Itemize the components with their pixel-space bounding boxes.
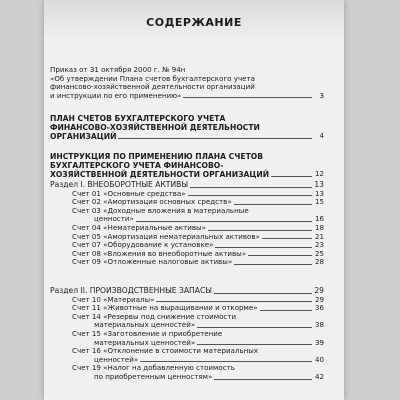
toc-item-text: Счет 08 «Вложения во внеоборотные активы» [72,248,247,258]
leader-line [136,221,312,222]
toc-item-text-cont: по приобретенным ценностям» [94,371,213,381]
toc-item-text: Счет 15 «Заготовление и приобретение [72,328,223,338]
instruction-line-1: ИНСТРУКЦИЯ ПО ПРИМЕНЕНИЮ ПЛАНА СЧЕТОВ [50,152,264,161]
plan-line-1: ПЛАН СЧЕТОВ БУХГАЛТЕРСКОГО УЧЕТА [50,114,226,123]
page-title: СОДЕРЖАНИЕ [146,16,242,29]
page-number: 40 [314,354,324,364]
toc-item-text: Счет 19 «Налог на добавленную стоимость [72,363,235,373]
page-number: 42 [314,371,324,381]
toc-item-text-cont: ценности» [94,214,134,224]
toc-item-text-cont: материальных ценностей» [94,320,196,330]
page-number: 16 [314,214,324,224]
toc-item-text: Счет 14 «Резервы под снижение стоимости [72,311,237,321]
toc-item-text: Счет 10 «Материалы» [72,294,155,304]
toc-entry-instruction [50,152,324,179]
order-line-3: финансово-хозяйственной деятельности организаций [50,82,255,92]
leader-line [262,238,312,239]
leader-line [260,310,312,311]
toc-item-text: Счет 01 «Основные средства» [72,188,186,198]
page-number: 13 [314,188,324,198]
toc-item-text: Счет 09 «Отложенные налоговые активы» [72,257,233,267]
toc-section-1 [50,181,324,267]
plan-line-3: ОРГАНИЗАЦИЙ [50,132,117,141]
page-number: 38 [314,320,324,330]
toc-item [72,258,324,267]
page-number: 39 [314,337,324,347]
leader-line [214,293,312,294]
toc-entry-plan [50,114,324,141]
toc-item-text: Счет 03 «Доходные вложения в материальные [72,205,249,215]
page-number: 12 [314,169,324,179]
leader-line [271,176,312,177]
page-number: 13 [314,180,324,189]
toc-item-text: Счет 05 «Амортизация нематериальных активов» [72,231,260,241]
order-last-row [50,92,324,101]
order-line-4: и инструкции по его применению» [50,90,182,100]
order-line-2: «Об утверждении Плана счетов бухгалтерского учета [50,73,255,83]
leader-line [190,187,312,188]
leader-line [208,230,312,231]
page-number: 36 [314,303,324,313]
section-2-label: Раздел II. ПРОИЗВОДСТВЕННЫЕ ЗАПАСЫ [50,286,212,295]
leader-line [234,264,312,265]
leader-line [215,247,312,248]
leader-line [214,379,312,380]
toc-section-2 [50,287,324,382]
page-number: 15 [314,197,324,207]
page-number: 4 [319,131,324,141]
leader-line [197,344,312,345]
page-number: 23 [314,240,324,250]
toc-item-text: Счет 16 «Отклонение в стоимости материальных [72,346,259,356]
page-number: 18 [314,222,324,232]
section-1-label: Раздел I. ВНЕОБОРОТНЫЕ АКТИВЫ [50,180,189,189]
toc-item-text: Счет 11 «Животные на выращивании и откорме» [72,303,258,313]
page-number: 29 [314,294,324,304]
page-number: 25 [314,248,324,258]
toc-item [72,373,324,382]
plan-last-row [50,132,324,141]
leader-line [248,255,312,256]
order-line-1: Приказ от 31 октября 2000 г. № 94н [50,65,186,74]
toc-item-text: Счет 02 «Амортизация основных средств» [72,197,232,207]
leader-line [140,361,312,362]
leader-line [188,195,312,196]
page-number: 3 [319,90,324,100]
instruction-line-2: БУХГАЛТЕРСКОГО УЧЕТА ФИНАНСОВО- [50,161,224,170]
leader-line [183,97,312,98]
leader-line [197,327,312,328]
toc-item-text: Счет 04 «Нематериальные активы» [72,222,206,232]
toc-entry-order [50,66,324,100]
page-number: 29 [314,286,324,295]
plan-line-2: ФИНАНСОВО-ХОЗЯЙСТВЕННОЙ ДЕЯТЕЛЬНОСТИ [50,123,260,132]
toc-item-text-cont: материальных ценностей» [94,337,196,347]
instruction-line-3: ХОЗЯЙСТВЕННОЙ ДЕЯТЕЛЬНОСТИ ОРГАНИЗАЦИЙ [50,170,270,179]
instruction-last-row [50,170,324,179]
leader-line [156,301,312,302]
page-number: 21 [314,231,324,241]
leader-line [234,204,312,205]
toc-item-text: Счет 07 «Оборудование к установке» [72,240,214,250]
toc-item-text-cont: ценностей» [94,354,139,364]
leader-line [118,138,312,139]
page-number: 28 [314,257,324,267]
